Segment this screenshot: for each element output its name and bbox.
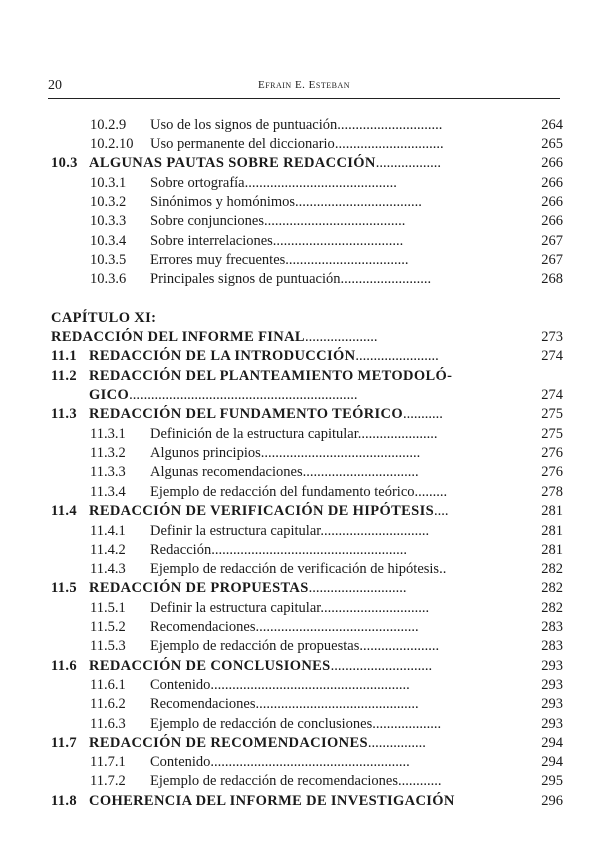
toc-entry <box>0 656 600 676</box>
toc-entry-title: Sinónimos y homónimos................................... <box>150 194 422 210</box>
toc-entry-title: REDACCIÓN DE LA INTRODUCCIÓN....................... <box>89 348 439 364</box>
toc-entry-title: Algunos principios............................................ <box>150 445 421 461</box>
toc-entry <box>0 346 600 366</box>
toc-entry-title: Algunas recomendaciones................................ <box>150 464 419 480</box>
toc-entry <box>0 733 600 753</box>
toc-entry-title: ALGUNAS PAUTAS SOBRE REDACCIÓN.................. <box>89 155 441 171</box>
toc-entry-title: Principales signos de puntuación......................... <box>150 271 432 287</box>
toc-entry <box>0 385 600 405</box>
toc-entry-title: Sobre conjunciones....................................... <box>150 213 406 229</box>
toc-entry <box>0 521 600 541</box>
toc-entry-page: 267 <box>541 233 563 249</box>
toc-entry-title: Sobre ortografía.......................................... <box>150 175 397 191</box>
toc-entry-number: 10.3.4 <box>90 233 127 249</box>
toc-entry-page: 282 <box>541 600 563 616</box>
toc-entry-number: 11.5 <box>51 580 77 596</box>
toc-entry-page: 294 <box>541 735 563 751</box>
toc-entry-title: Redacción...................................................... <box>150 542 407 558</box>
toc-entry-page: 275 <box>541 426 563 442</box>
toc-entry-number: 11.4.1 <box>90 523 126 539</box>
toc-entry-page: 273 <box>541 329 563 345</box>
toc-entry-page: 265 <box>541 136 563 152</box>
toc-entry-page: 293 <box>541 658 563 674</box>
toc-entry-page: 281 <box>541 542 563 558</box>
toc-entry <box>0 250 600 270</box>
toc-entry-title: Errores muy frecuentes.................................. <box>150 252 409 268</box>
toc-entry-title: Definir la estructura capitular.............................. <box>150 523 430 539</box>
toc-entry-title: Ejemplo de redacción de conclusiones................... <box>150 716 442 732</box>
toc-entry-number: 11.6.1 <box>90 677 126 693</box>
toc-entry-page: 266 <box>541 175 563 191</box>
toc-entry <box>0 559 600 579</box>
toc-entry <box>0 771 600 791</box>
toc-entry-title: Recomendaciones............................................. <box>150 696 419 712</box>
toc-entry-number: 10.3.2 <box>90 194 127 210</box>
running-head: Efrain E. Esteban <box>257 79 351 91</box>
toc-entry <box>0 540 600 560</box>
toc-entry-page: 264 <box>541 117 563 133</box>
toc-entry <box>0 462 600 482</box>
toc-entry-number: 11.6.2 <box>90 696 126 712</box>
toc-entry-page: 293 <box>541 716 563 732</box>
toc-entry-title: Ejemplo de redacción de propuestas...................... <box>150 638 440 654</box>
toc-entry <box>0 115 600 135</box>
toc-entry-number: 11.7.1 <box>90 754 126 770</box>
toc-entry <box>0 404 600 424</box>
toc-entry-page: 278 <box>541 484 563 500</box>
toc-entry-number: 11.6 <box>51 658 77 674</box>
toc-entry-title: Ejemplo de redacción de recomendaciones............ <box>150 773 442 789</box>
toc-entry-page: 294 <box>541 754 563 770</box>
toc-entry-number: 10.3.6 <box>90 271 127 287</box>
toc-entry-title: Uso de los signos de puntuación............................. <box>150 117 443 133</box>
toc-entry-number: 11.7.2 <box>90 773 126 789</box>
toc-entry-number: 11.4.2 <box>90 542 126 558</box>
toc-entry <box>0 617 600 637</box>
toc-entry <box>0 211 600 231</box>
page-number: 20 <box>48 78 62 93</box>
toc-entry-number: 10.3.5 <box>90 252 127 268</box>
toc-entry <box>0 443 600 463</box>
toc-entry-title: REDACCIÓN DE VERIFICACIÓN DE HIPÓTESIS.... <box>89 503 449 519</box>
toc-entry-page: 281 <box>541 523 563 539</box>
toc-entry-number: 10.3.1 <box>90 175 127 191</box>
toc-entry-number: 11.4.3 <box>90 561 126 577</box>
page-header <box>48 78 560 99</box>
toc-entry-page: 283 <box>541 638 563 654</box>
toc-entry-title: REDACCIÓN DE CONCLUSIONES............................ <box>89 658 433 674</box>
toc-entry-page: 274 <box>541 348 563 364</box>
toc-entry-title: Contenido....................................................... <box>150 677 410 693</box>
toc-entry-number: 11.3.3 <box>90 464 126 480</box>
toc-entry-page: 275 <box>541 406 563 422</box>
toc-entry-title: Ejemplo de redacción del fundamento teórico......... <box>150 484 448 500</box>
toc-entry <box>0 714 600 734</box>
toc-entry-title: REDACCIÓN DEL PLANTEAMIENTO METODOLÓ- <box>89 368 453 384</box>
toc-entry-number: 10.2.9 <box>90 117 127 133</box>
toc-entry <box>0 153 600 173</box>
toc-entry <box>0 424 600 444</box>
toc-entry-page: 282 <box>541 561 563 577</box>
toc-entry-number: 11.8 <box>51 793 77 809</box>
toc-entry <box>0 231 600 251</box>
toc-entry-page: 274 <box>541 387 563 403</box>
toc-entry <box>0 173 600 193</box>
toc-entry <box>0 482 600 502</box>
toc-entry <box>0 675 600 695</box>
toc-entry-number: 11.5.1 <box>90 600 126 616</box>
toc-entry-page: 281 <box>541 503 563 519</box>
toc-entry-title: GICO............................................................... <box>89 387 358 403</box>
toc-entry-number: 11.3.4 <box>90 484 126 500</box>
toc-entry-number: 11.3.2 <box>90 445 126 461</box>
toc-entry-page: 296 <box>541 793 563 809</box>
toc-entry-number: 11.5.2 <box>90 619 126 635</box>
toc-entry-page: 276 <box>541 464 563 480</box>
toc-entry-page: 293 <box>541 677 563 693</box>
toc-entry-number: 11.7 <box>51 735 77 751</box>
toc-entry <box>0 269 600 289</box>
toc-entry <box>0 327 600 347</box>
toc-entry-page: 295 <box>541 773 563 789</box>
toc-entry <box>0 578 600 598</box>
toc-entry-title: Recomendaciones............................................. <box>150 619 419 635</box>
toc-entry-number: 11.2 <box>51 368 77 384</box>
toc-entry <box>0 791 600 811</box>
toc-entry-title: Contenido....................................................... <box>150 754 410 770</box>
toc-entry-number: 10.3 <box>51 155 78 171</box>
toc-entry-number: 11.6.3 <box>90 716 126 732</box>
toc-entry-title: Uso permanente del diccionario.............................. <box>150 136 444 152</box>
toc-entry-title: REDACCIÓN DEL INFORME FINAL.................... <box>51 329 378 345</box>
toc-entry <box>0 192 600 212</box>
toc-entry-title: Ejemplo de redacción de verificación de hipótesis.. <box>150 561 447 577</box>
toc-entry-title: Definir la estructura capitular.............................. <box>150 600 430 616</box>
toc-entry-page: 266 <box>541 155 563 171</box>
toc-entry <box>0 366 600 386</box>
toc-entry <box>0 752 600 772</box>
toc-entry-number: 11.1 <box>51 348 77 364</box>
toc-entry-page: 266 <box>541 213 563 229</box>
toc-entry-number: 10.3.3 <box>90 213 127 229</box>
toc-entry-number: 11.3.1 <box>90 426 126 442</box>
toc-entry <box>0 694 600 714</box>
toc-entry-number: 11.3 <box>51 406 77 422</box>
toc-entry-page: 268 <box>541 271 563 287</box>
toc-entry-page: 276 <box>541 445 563 461</box>
toc-entry <box>0 598 600 618</box>
toc-entry <box>0 308 600 328</box>
toc-entry-page: 293 <box>541 696 563 712</box>
toc-entry-page: 283 <box>541 619 563 635</box>
toc-entry <box>0 501 600 521</box>
toc-entry-number: 10.2.10 <box>90 136 134 152</box>
toc-entry-title: COHERENCIA DEL INFORME DE INVESTIGACIÓN <box>89 793 455 809</box>
toc-entry-number: 11.5.3 <box>90 638 126 654</box>
toc-entry-number: 11.4 <box>51 503 77 519</box>
toc-entry <box>0 134 600 154</box>
toc-entry <box>0 636 600 656</box>
toc-entry-title: Sobre interrelaciones.................................... <box>150 233 404 249</box>
toc-entry-title: CAPÍTULO XI: <box>51 310 157 326</box>
toc-entry-title: Definición de la estructura capitular...................... <box>150 426 438 442</box>
toc-entry-title: REDACCIÓN DE RECOMENDACIONES................ <box>89 735 426 751</box>
toc-entry-title: REDACCIÓN DEL FUNDAMENTO TEÓRICO........... <box>89 406 443 422</box>
toc-entry-title: REDACCIÓN DE PROPUESTAS........................... <box>89 580 407 596</box>
toc-entry-page: 266 <box>541 194 563 210</box>
toc-entry-page: 282 <box>541 580 563 596</box>
toc-entry-page: 267 <box>541 252 563 268</box>
